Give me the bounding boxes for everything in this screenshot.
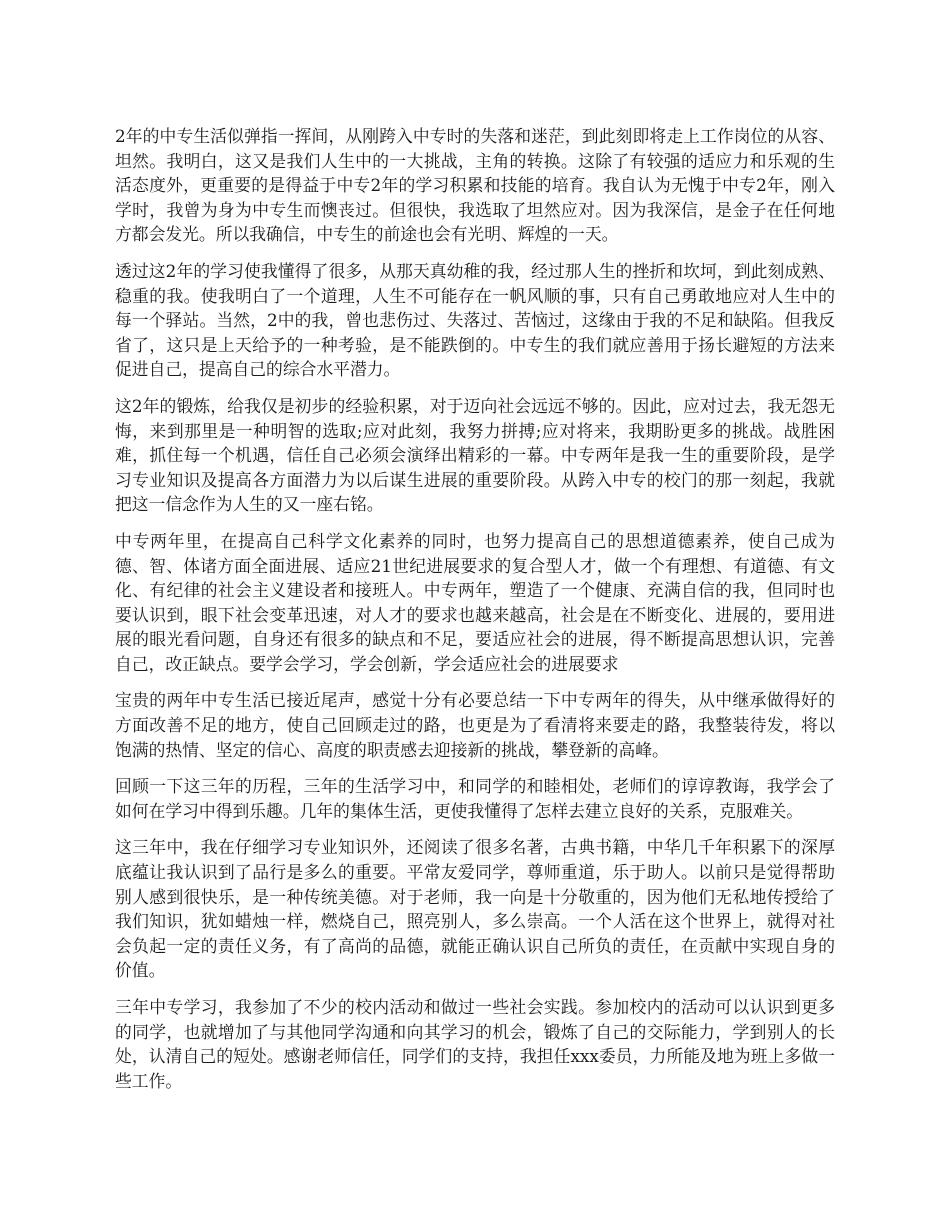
paragraph-8: 三年中专学习，我参加了不少的校内活动和做过一些社会实践。参加校内的活动可以认识到更多的同学，也就增加了与其他同学沟通和向其学习的机会，锻炼了自己的交际能力，学到别人的长处，认清自己的短处。感谢老师信任，同学们的支持，我担任xxx委员，力所能及地为班上多做一些工作。	[115, 997, 835, 1091]
paragraph-2: 透过这2年的学习使我懂得了很多，从那天真幼稚的我，经过那人生的挫折和坎坷，到此刻成熟、稳重的我。使我明白了一个道理，人生不可能存在一帆风顺的事，只有自己勇敢地应对人生中的每一个驿站。当然，2中的我，曾也悲伤过、失落过、苦恼过，这缘由于我的不足和缺陷。但我反省了，这只是上天给予的一种考验，是不能跌倒的。中专生的我们就应善用于扬长避短的方法来促进自己，提高自己的综合水平潜力。	[115, 260, 835, 380]
paragraph-4: 中专两年里，在提高自己科学文化素养的同时，也努力提高自己的思想道德素养，使自己成为德、智、体诸方面全面进展、适应21世纪进展要求的复合型人才，做一个有理想、有道德、有文化、有纪律的社会主义建设者和接班人。中专两年，塑造了一个健康、充满自信的我，但同时也要认识到，眼下社会变革迅速，对人才的要求也越来越高，社会是在不断变化、进展的，要用进展的眼光看问题，自身还有很多的缺点和不足，要适应社会的进展，得不断提高思想认识，完善自己，改正缺点。要学会学习，学会创新，学会适应社会的进展要求	[115, 530, 835, 674]
paragraph-5: 宝贵的两年中专生活已接近尾声，感觉十分有必要总结一下中专两年的得失，从中继承做得好的方面改善不足的地方，使自己回顾走过的路，也更是为了看清将来要走的路，我整装待发，将以饱满的热情、坚定的信心、高度的职责感去迎接新的挑战，攀登新的高峰。	[115, 690, 835, 760]
paragraph-3: 这2年的锻炼，给我仅是初步的经验积累，对于迈向社会远远不够的。因此，应对过去，我无怨无悔，来到那里是一种明智的选取;应对此刻，我努力拼搏;应对将来，我期盼更多的挑战。战胜困难，抓住每一个机遇，信任自己必须会演绎出精彩的一幕。中专两年是我一生的重要阶段，是学习专业知识及提高各方面潜力为以后谋生进展的重要阶段。从跨入中专的校门的那一刻起，我就把这一信念作为人生的又一座右铭。	[115, 395, 835, 515]
document-body	[115, 124, 835, 1105]
paragraph-7: 这三年中，我在仔细学习专业知识外，还阅读了很多名著，古典书籍，中华几千年积累下的深厚底蕴让我认识到了品行是多么的重要。平常友爱同学，尊师重道，乐于助人。以前只是觉得帮助别人感到很快乐，是一种传统美德。对于老师，我一向是十分敬重的，因为他们无私地传授给了我们知识，犹如蜡烛一样，燃烧自己，照亮别人，多么崇高。一个人活在这个世界上，就得对社会负起一定的责任义务，有了高尚的品德，就能正确认识自己所负的责任，在贡献中实现自身的价值。	[115, 837, 835, 981]
paragraph-6: 回顾一下这三年的历程，三年的生活学习中，和同学的和睦相处，老师们的谆谆教诲，我学会了如何在学习中得到乐趣。几年的集体生活，更使我懂得了怎样去建立良好的关系，克服难关。	[115, 776, 835, 821]
paragraph-1: 2年的中专生活似弹指一挥间，从刚跨入中专时的失落和迷茫，到此刻即将走上工作岗位的从容、坦然。我明白，这又是我们人生中的一大挑战，主角的转换。这除了有较强的适应力和乐观的生活态度外，更重要的是得益于中专2年的学习积累和技能的培育。我自认为无愧于中专2年，刚入学时，我曾为身为中专生而懊丧过。但很快，我选取了坦然应对。因为我深信，是金子在任何地方都会发光。所以我确信，中专生的前途也会有光明、辉煌的一天。	[115, 126, 835, 245]
